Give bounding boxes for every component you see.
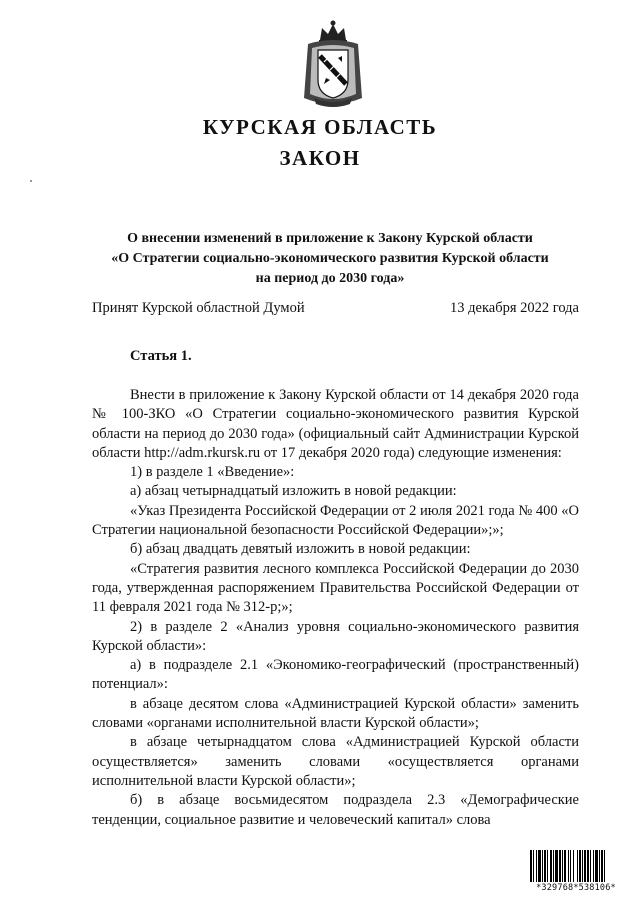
article-body xyxy=(92,386,579,830)
law-title-line: «О Стратегии социально-экономического развития Курской области xyxy=(111,251,549,266)
region-heading: КУРСКАЯ ОБЛАСТЬ xyxy=(202,115,438,139)
paragraph: б) абзац двадцать девятый изложить в новой редакции: xyxy=(130,541,471,558)
coat-of-arms-emblem xyxy=(300,18,366,110)
barcode-number: *329768*538106* xyxy=(536,883,616,893)
law-title xyxy=(80,229,580,289)
paragraph: в абзаце десятом слова «Администрацией Курской области» заменить словами «органами исполнительной власти Курской области»; xyxy=(92,695,579,732)
adopted-by-text: Принят Курской областной Думой xyxy=(92,300,305,316)
paragraph: Внести в приложение к Закону Курской области от 14 декабря 2020 года № 100-ЗКО «О Стратегии социально-экономического развития Курской области на период до 2030 года» (официальный сайт Администрации Курской области http://adm.rkursk.ru от 17 декабря 2020 года) следующие изменения: xyxy=(92,387,579,461)
barcode xyxy=(530,850,622,894)
law-title-line: на период до 2030 года» xyxy=(255,271,405,286)
paragraph: «Стратегия развития лесного комплекса Российской Федерации до 2030 года, утвержденная распоряжением Правительства Российской Федерации от 11 февраля 2021 года № 312-р;»; xyxy=(92,560,579,616)
law-title-line: О внесении изменений в приложение к Закону Курской области xyxy=(127,231,533,246)
paragraph: «Указ Президента Российской Федерации от 2 июля 2021 года № 400 «О Стратегии национальной безопасности Российской Федерации»;»; xyxy=(92,502,579,539)
scan-speck xyxy=(30,180,32,182)
paragraph: 1) в разделе 1 «Введение»: xyxy=(130,464,295,481)
paragraph: в абзаце четырнадцатом слова «Администрацией Курской области осуществляется» заменить словами «осуществляется органами исполнительной власти Курской области»; xyxy=(92,734,579,789)
article-heading: Статья 1. xyxy=(130,348,192,364)
adoption-date: 13 декабря 2022 года xyxy=(450,300,579,316)
paragraph: а) абзац четырнадцатый изложить в новой редакции: xyxy=(130,483,457,500)
paragraph: б) в абзаце восьмидесятом подраздела 2.3 «Демографические тенденции, социальное развитие и человеческий капитал» слова xyxy=(92,792,579,828)
barcode-bars xyxy=(530,850,622,882)
adoption-line xyxy=(92,299,579,317)
paragraph: 2) в разделе 2 «Анализ уровня социально-экономического развития Курской области»: xyxy=(92,618,579,654)
document-type-heading: ЗАКОН xyxy=(279,146,361,170)
paragraph: а) в подразделе 2.1 «Экономико-географический (пространственный) потенциал»: xyxy=(92,657,579,693)
